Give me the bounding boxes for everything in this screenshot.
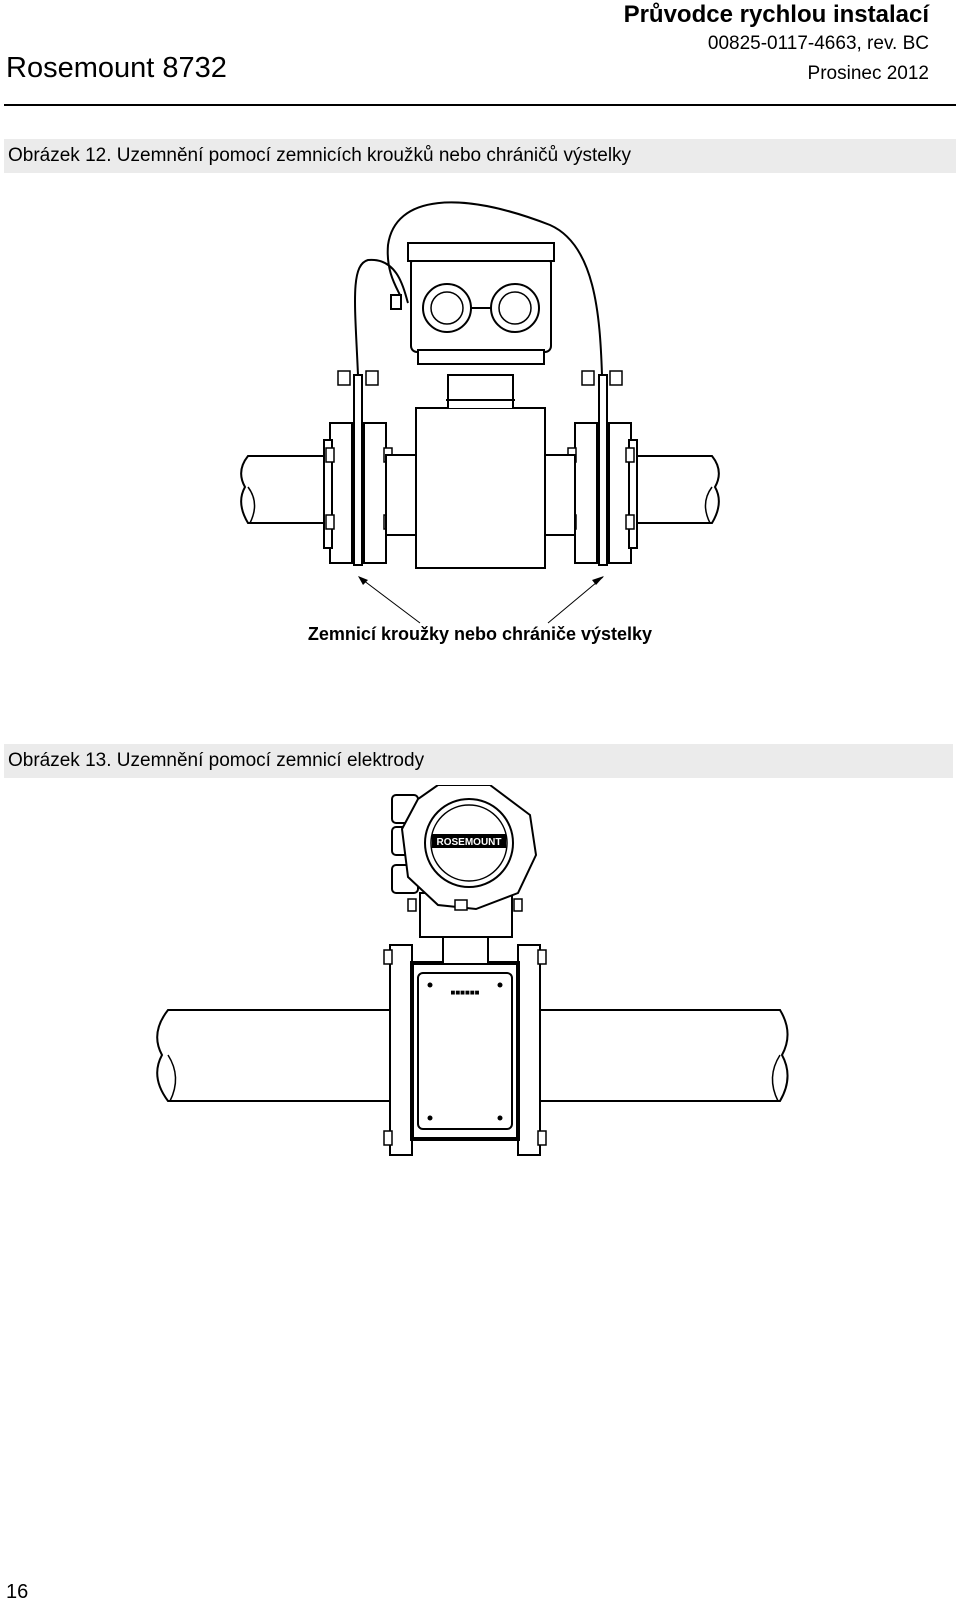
right-pipe-flange (609, 423, 631, 563)
meter-body (416, 408, 545, 568)
brand-label: ROSEMOUNT (436, 837, 502, 848)
document-number: 00825-0117-4663, rev. BC (707, 33, 929, 54)
publication-date: Prosinec 2012 (807, 63, 929, 84)
guide-title: Průvodce rychlou instalací (623, 1, 929, 28)
left-grounding-ring (354, 375, 362, 565)
right-pipe (540, 1010, 788, 1101)
meter-label: ■■■■■■ (450, 988, 480, 997)
left-pipe (241, 456, 330, 523)
figure-12-drawing (0, 185, 960, 625)
left-flange (390, 945, 412, 1155)
page-number: 16 (6, 1581, 29, 1603)
left-pipe (157, 1010, 390, 1101)
right-pipe (630, 456, 719, 523)
header-rule (4, 104, 956, 106)
left-conduit-cover (423, 284, 471, 332)
transmitter-neck (443, 935, 488, 963)
left-pipe-flange (330, 423, 352, 563)
right-grounding-ring (599, 375, 607, 565)
left-ground-wire (355, 260, 408, 375)
product-name: Rosemount 8732 (6, 52, 227, 84)
figure-12-callout: Zemnicí kroužky nebo chrániče výstelky (307, 624, 653, 644)
figure-13-caption: Obrázek 13. Uzemnění pomocí zemnicí elektrody (4, 744, 953, 778)
right-meter-flange (575, 423, 597, 563)
right-conduit-cover (491, 284, 539, 332)
figure-13-drawing (0, 785, 960, 1185)
figure-12-caption: Obrázek 12. Uzemnění pomocí zemnicích kroužků nebo chráničů výstelky (4, 139, 956, 173)
left-meter-flange (364, 423, 386, 563)
transmitter-neck (448, 375, 513, 408)
right-flange (518, 945, 540, 1155)
